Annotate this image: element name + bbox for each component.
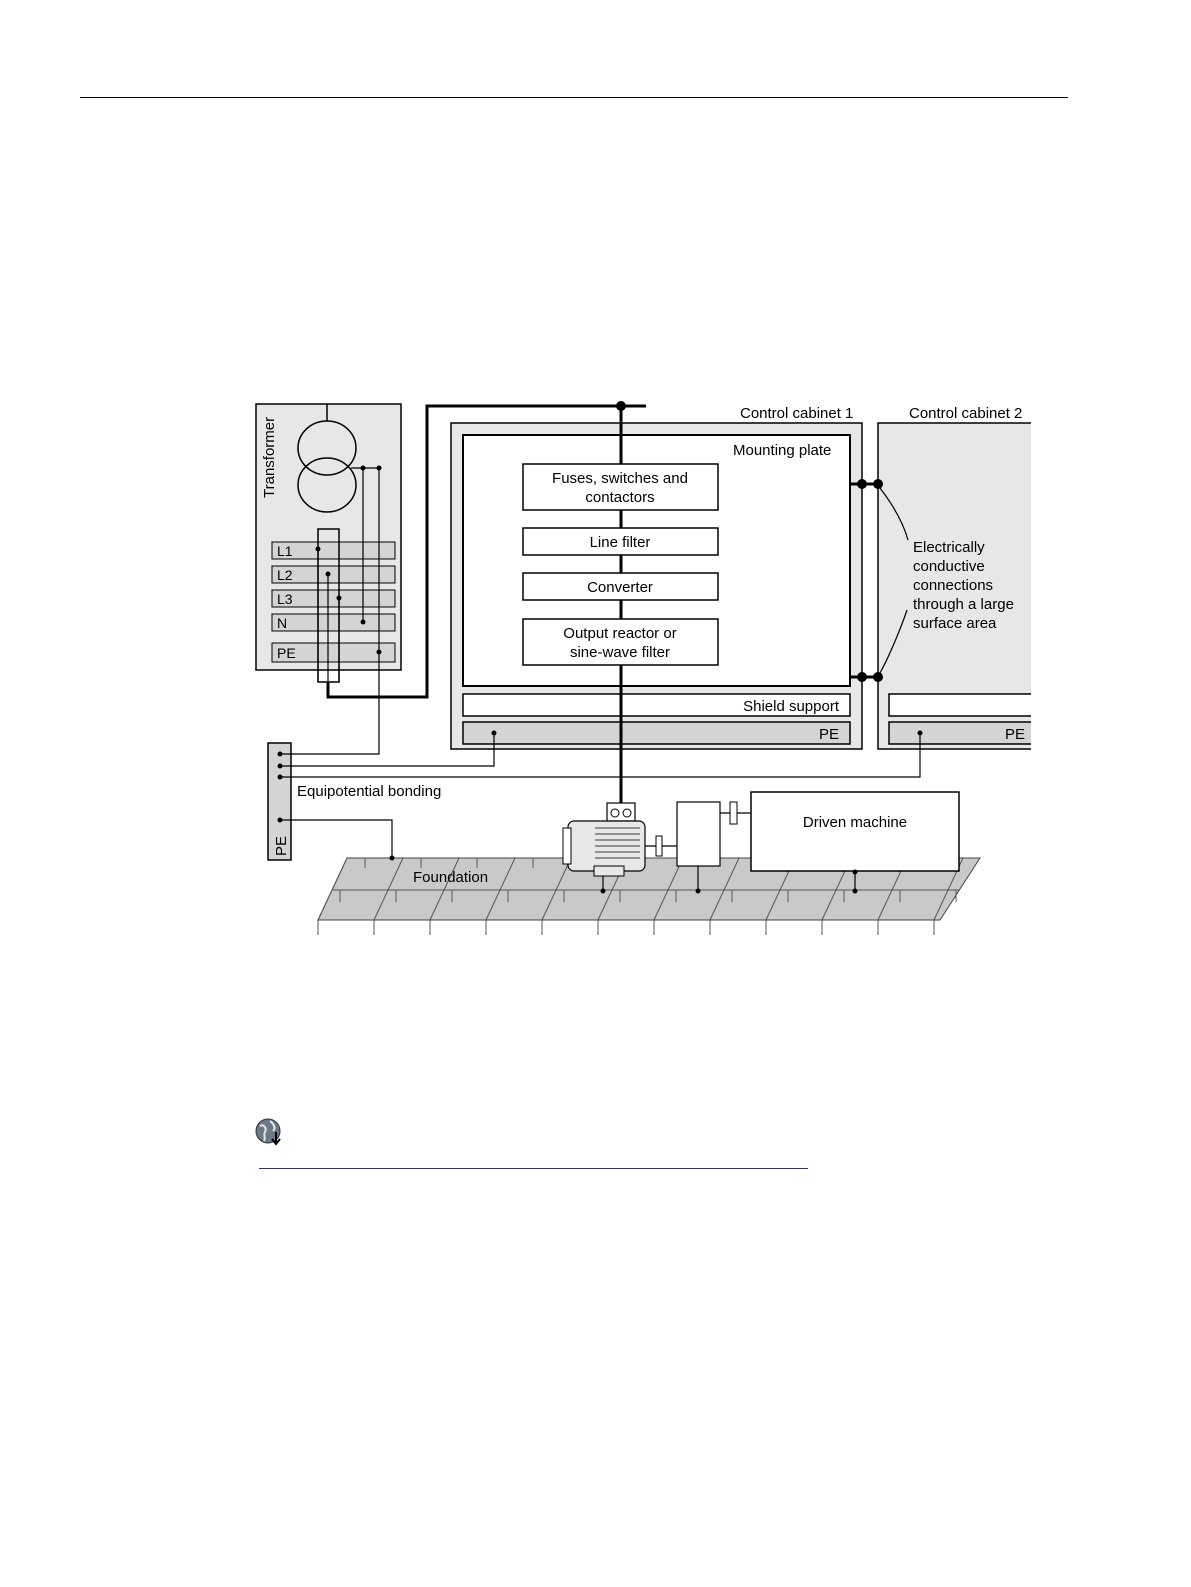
callout-line-3: connections xyxy=(913,577,994,594)
cabinet-2-pe-label: PE xyxy=(1004,726,1025,743)
component-fuses-line2: contactors xyxy=(585,489,655,506)
driven-machine xyxy=(751,792,959,871)
equipotential-bonding-label: Equipotential bonding xyxy=(297,783,442,800)
shield-support-label: Shield support xyxy=(743,698,839,715)
foundation-label: Foundation xyxy=(413,869,489,886)
callout-line-2: conductive xyxy=(913,558,985,575)
component-output-reactor-line2: sine-wave filter xyxy=(569,644,671,661)
mounting-plate-label: Mounting plate xyxy=(733,442,832,459)
link-underline[interactable] xyxy=(259,1168,808,1169)
control-cabinet-1 xyxy=(451,405,862,803)
control-cabinet-2-label: Control cabinet 2 xyxy=(909,405,1023,422)
terminal-n: N xyxy=(277,615,288,631)
gearbox xyxy=(677,802,720,866)
transformer-label: Transformer xyxy=(261,416,278,498)
pe-bar-label: PE xyxy=(273,835,290,856)
callout-line-1: Electrically xyxy=(913,539,985,556)
component-converter: Converter xyxy=(587,579,653,596)
transformer xyxy=(256,404,401,682)
terminal-l3: L3 xyxy=(277,591,293,607)
cabinet-1-pe-label: PE xyxy=(818,726,839,743)
control-cabinet-1-label: Control cabinet 1 xyxy=(740,405,854,422)
callout-line-5: surface area xyxy=(913,615,997,632)
driven-machine-label: Driven machine xyxy=(802,814,908,831)
terminal-l2: L2 xyxy=(277,567,293,583)
component-output-reactor-line1: Output reactor or xyxy=(563,625,677,642)
globe-download-icon[interactable] xyxy=(255,1118,283,1146)
terminal-l1: L1 xyxy=(277,543,293,559)
component-fuses-line1: Fuses, switches and xyxy=(552,470,688,487)
terminal-pe: PE xyxy=(277,645,296,661)
component-line-filter: Line filter xyxy=(589,534,651,551)
callout-line-4: through a large xyxy=(913,596,1014,613)
